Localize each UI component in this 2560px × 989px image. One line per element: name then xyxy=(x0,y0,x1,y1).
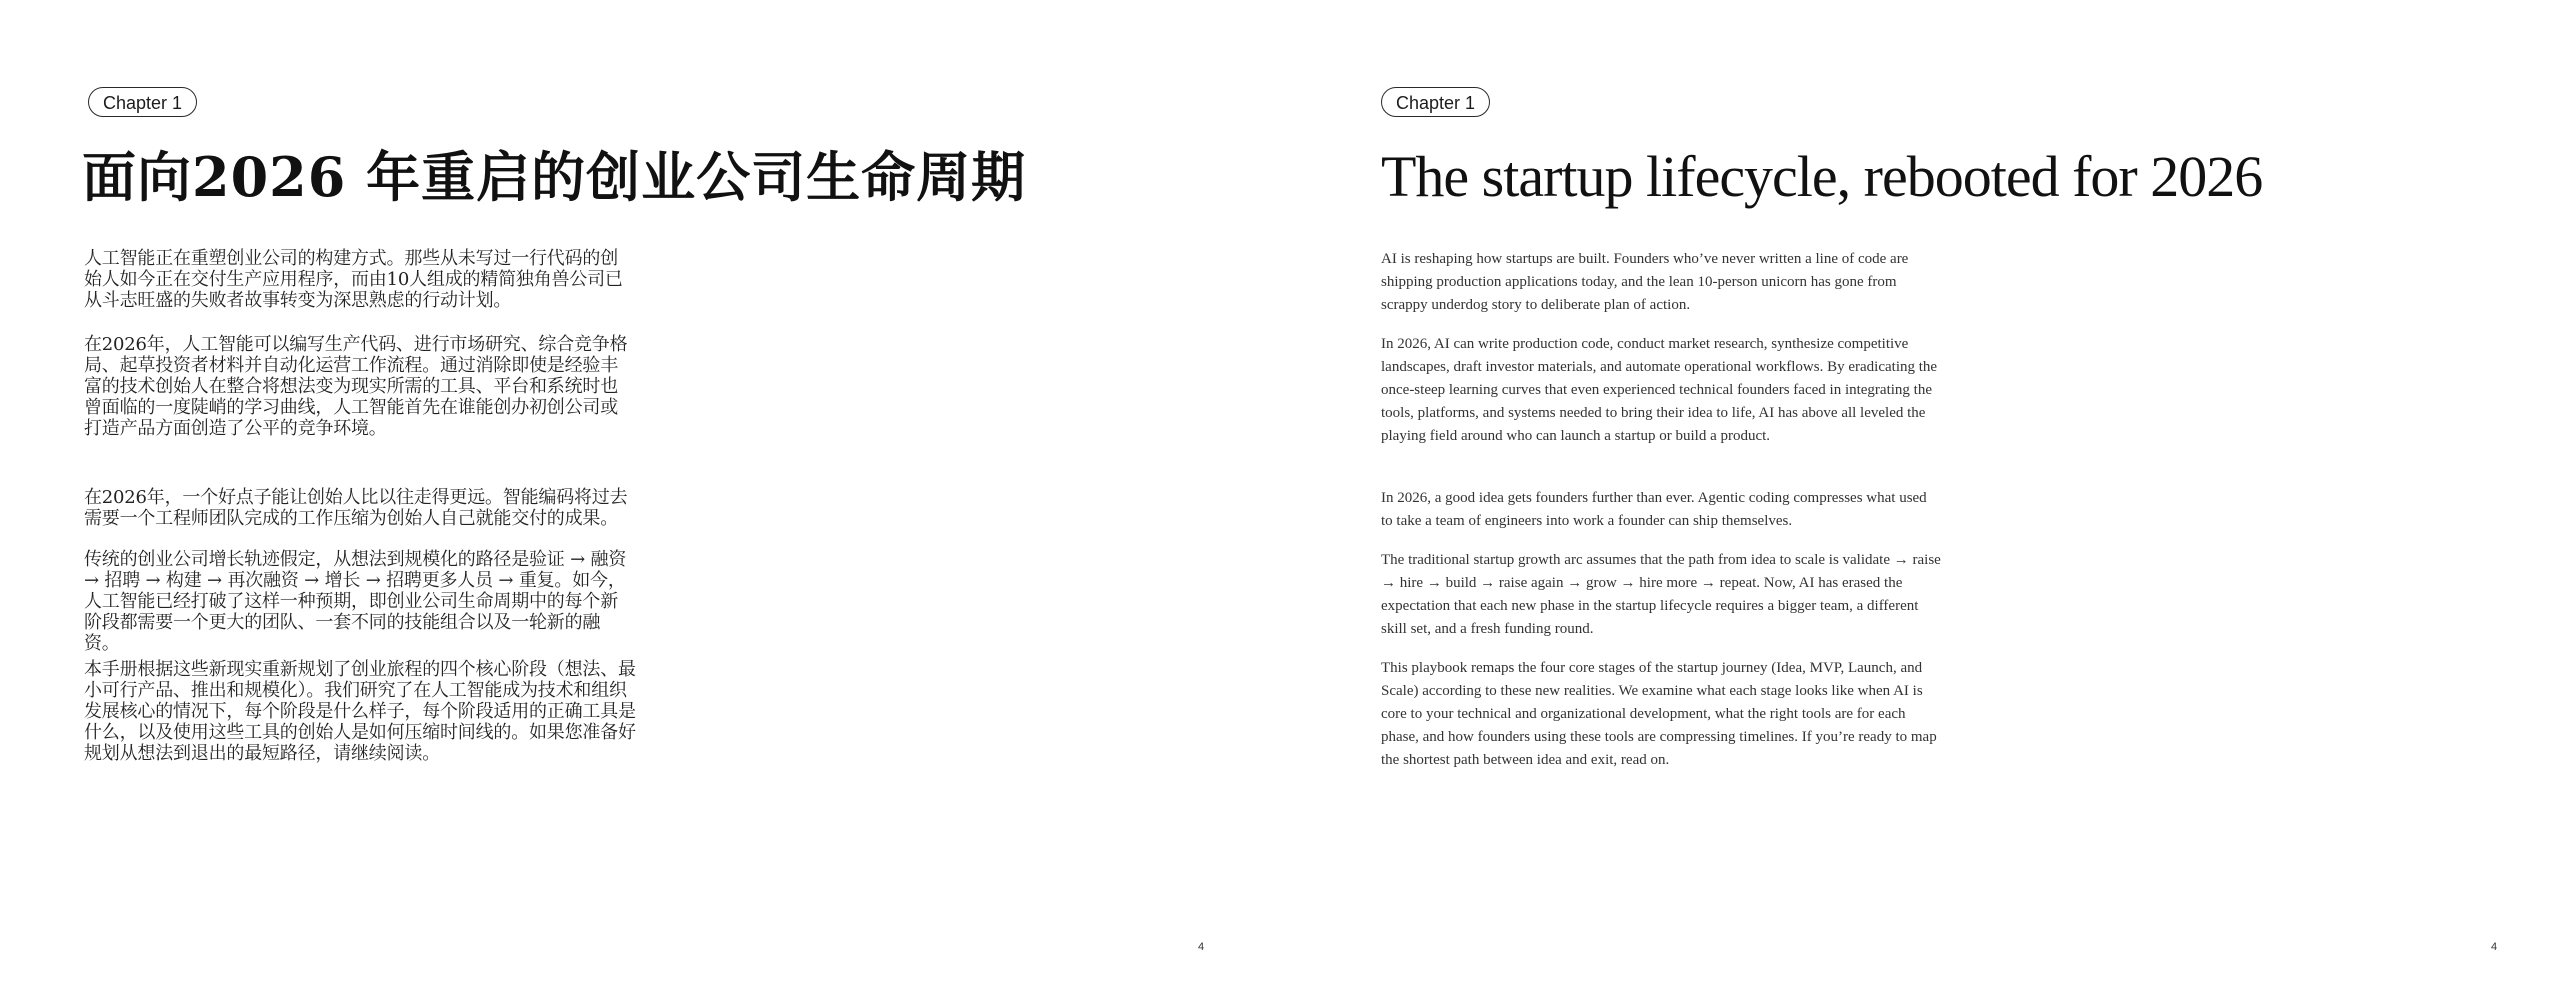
chapter-badge: Chapter 1 xyxy=(88,87,197,117)
body-paragraph-2: 在2026年，人工智能可以编写生产代码、进行市场研究、综合竞争格局、起草投资者材料并自动化运营工作流程。通过消除即使是经验丰富的技术创始人在整合将想法变为现实所需的工具、平台和系统时也曾面临的一度陡峭的学习曲线，人工智能首先在谁能创办初创公司或打造产品方面创造了公平的竞争环境。 xyxy=(84,334,628,439)
body-paragraph-1: AI is reshaping how startups are built. Founders who’ve never written a line of code are shipping production applications today, and the lean 10-person unicorn has gone from scrappy underdog story to deliberate plan of action. xyxy=(1381,251,1909,313)
page-number: 4 xyxy=(2491,941,2498,953)
chapter-title: 面向2026 年重启的创业公司生命周期 xyxy=(82,145,1027,209)
chapter-badge: Chapter 1 xyxy=(1381,87,1490,117)
body-paragraph-5: 本手册根据这些新现实重新规划了创业旅程的四个核心阶段（想法、最小可行产品、推出和规模化）。我们研究了在人工智能成为技术和组织发展核心的情况下，每个阶段是什么样子，每个阶段适用的正确工具是什么，以及使用这些工具的创始人是如何压缩时间线的。如果您准备好规划从想法到退出的最短路径，请继续阅读。 xyxy=(84,659,636,764)
body-paragraph-4: The traditional startup growth arc assumes that the path from idea to scale is validate → raise → hire → build → raise again → grow → hire more → repeat. Now, AI has erased the expectation that each new phase in the startup lifecycle requires a bigger team, a different skill set, and a fresh funding round. xyxy=(1381,552,1941,637)
chapter-title: The startup lifecycle, rebooted for 2026 xyxy=(1381,144,2263,209)
body-paragraph-2: In 2026, AI can write production code, conduct market research, synthesize competitive landscapes, draft investor materials, and automate operational workflows. By eradicating the once-steep learning curves that even experienced technical founders faced in integrating the tools, platforms, and systems needed to bring their idea to life, AI has above all leveled the playing field around who can launch a startup or build a product. xyxy=(1381,336,1938,444)
right-page-english xyxy=(1280,0,2560,989)
body-paragraph-3: In 2026, a good idea gets founders further than ever. Agentic coding compresses what used to take a team of engineers into work a founder can ship themselves. xyxy=(1381,490,1927,529)
body-paragraph-1: 人工智能正在重塑创业公司的构建方式。那些从未写过一行代码的创始人如今正在交付生产应用程序，而由10人组成的精简独角兽公司已从斗志旺盛的失败者故事转变为深思熟虑的行动计划。 xyxy=(84,248,623,311)
page-number: 4 xyxy=(1198,941,1205,953)
body-paragraph-4: 传统的创业公司增长轨迹假定，从想法到规模化的路径是验证 → 融资 → 招聘 → 构建 → 再次融资 → 增长 → 招聘更多人员 → 重复。如今，人工智能已经打破了这样一种预期，即创业公司生命周期中的每个新阶段都需要一个更大的团队、一套不同的技能组合以及一轮新的融资。 xyxy=(84,549,627,654)
body-paragraph-3: 在2026年，一个好点子能让创始人比以往走得更远。智能编码将过去需要一个工程师团队完成的工作压缩为创始人自己就能交付的成果。 xyxy=(84,487,628,529)
body-paragraph-5: This playbook remaps the four core stages of the startup journey (Idea, MVP, Launch, and Scale) according to these new realities. We examine what each stage looks like when AI is core to your technical and organizational development, what the right tools are for each phase, and how founders using these tools are compressing timelines. If you’re ready to map the shortest path between idea and exit, read on. xyxy=(1381,660,1937,768)
